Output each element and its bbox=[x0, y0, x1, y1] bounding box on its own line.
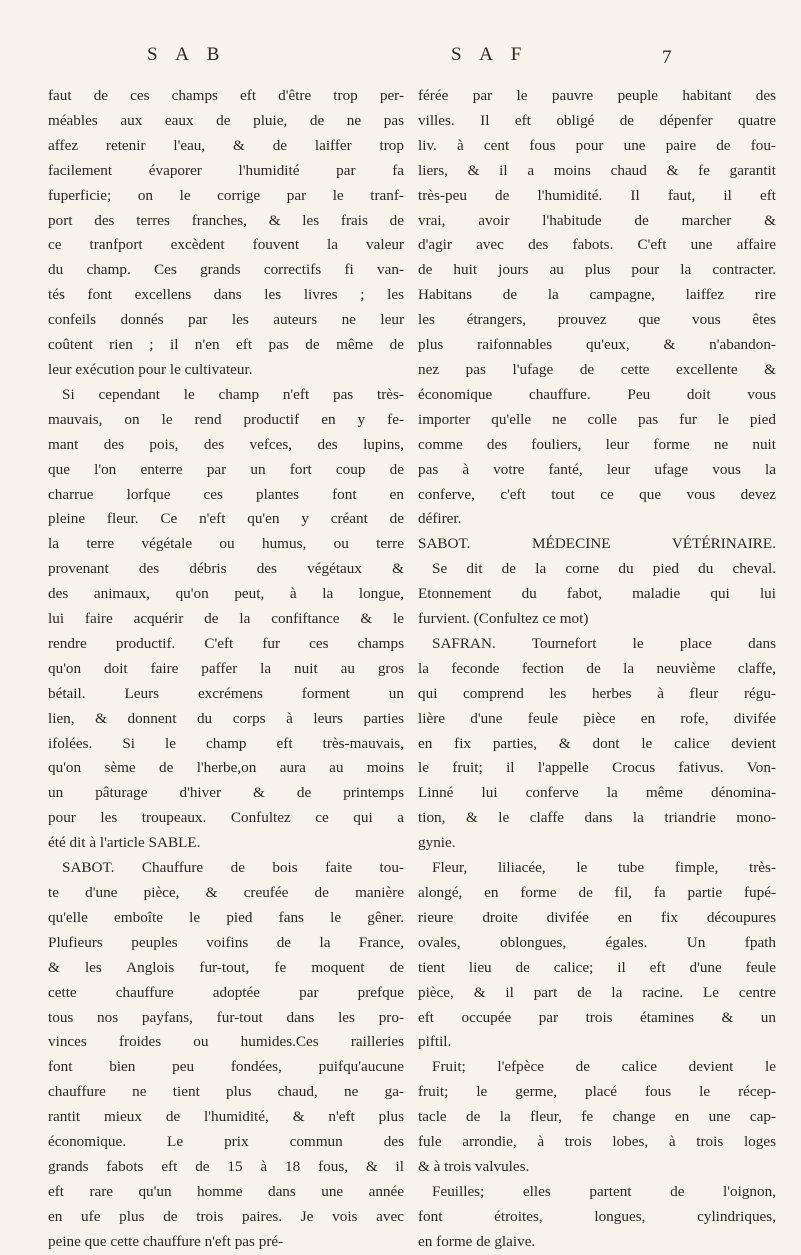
text-line: alongé, en forme de fil, fa partie fupé- bbox=[418, 884, 776, 901]
text-line: importer qu'elle ne colle pas fur le pied bbox=[418, 410, 776, 428]
text-line: en fix parties, & dont le calice devient bbox=[418, 734, 776, 752]
text-line: port des terres franches, & les frais de bbox=[48, 211, 404, 229]
text-line: charrue lorfque ces plantes font en bbox=[48, 485, 404, 503]
text-line: lière d'une feule pièce en rofe, divifée bbox=[418, 709, 776, 727]
text-line: la terre végétale ou humus, ou terre bbox=[48, 535, 404, 553]
text-line: & les Anglois fur-tout, fe moquent de bbox=[48, 958, 404, 976]
text-line: font étroites, longues, cylindriques, bbox=[418, 1207, 776, 1225]
text-line: pièce, & il part de la racine. Le centre bbox=[418, 983, 776, 1001]
text-line: pleine fleur. Ce n'eft qu'en y créant de bbox=[48, 510, 404, 528]
text-line: eft occupée par trois étamines & un bbox=[418, 1008, 776, 1026]
text-line: leur exécution pour le cultivateur. bbox=[48, 360, 253, 378]
text-line: tient lieu de calice; il eft d'une feule bbox=[418, 958, 776, 976]
text-line: bétail. Leurs excrémens forment un bbox=[48, 684, 404, 702]
text-line: eft rare qu'un homme dans une année bbox=[48, 1182, 404, 1200]
text-line: villes. Il eft obligé de dépenfer quatre bbox=[418, 111, 776, 129]
text-line: coûtent rien ; il n'en eft pas de même de bbox=[48, 336, 404, 354]
text-line: Fruit; l'efpèce de calice devient le bbox=[432, 1058, 776, 1076]
text-line: facilement évaporer l'humidité par fa bbox=[48, 161, 404, 179]
text-line: liers, & il a moins chaud & fe garantit bbox=[418, 161, 776, 179]
text-line: Etonnement du fabot, maladie qui lui bbox=[418, 585, 776, 603]
text-line: fuperficie; on le corrige par le tranf- bbox=[48, 186, 404, 204]
text-line: férée par le pauvre peuple habitant des bbox=[418, 87, 776, 104]
text-line: chauffure ne tient plus chaud, ne ga- bbox=[48, 1083, 404, 1101]
text-line: grands fabots eft de 15 à 18 fous, & il bbox=[48, 1157, 404, 1175]
text-line: SABOT. Chauffure de bois faite tou- bbox=[62, 859, 404, 877]
text-line: été dit à l'article SABLE. bbox=[48, 834, 201, 852]
text-line: Feuilles; elles partent de l'oignon, bbox=[432, 1182, 776, 1200]
text-line: d'agir avec des fabots. C'eft une affaire bbox=[418, 236, 776, 254]
text-line: Linné lui conferve la même dénomina- bbox=[418, 784, 776, 802]
text-line: pour les troupeaux. Confultez ce qui a bbox=[48, 809, 404, 827]
page-number: 7 bbox=[662, 47, 672, 68]
text-line: rantit mieux de l'humidité, & n'eft plus bbox=[48, 1108, 404, 1126]
text-line: affez retenir l'eau, & de laiffer trop bbox=[48, 136, 404, 154]
text-line: ifolées. Si le champ eft très-mauvais, bbox=[48, 734, 404, 752]
text-line: tous nos payfans, fur-tout dans les pro- bbox=[48, 1008, 404, 1026]
text-line: provenant des débris des végétaux & bbox=[48, 560, 404, 578]
text-line: lui faire acquérir de la confiftance & le bbox=[48, 610, 404, 628]
text-line: vinces froides ou humides.Ces railleries bbox=[48, 1033, 404, 1051]
left-column bbox=[48, 84, 404, 1255]
text-line: ce tranfport excèdent fouvent la valeur bbox=[48, 236, 404, 254]
text-line: peine que cette chauffure n'eft pas pré- bbox=[48, 1232, 284, 1250]
text-line: du champ. Ces grands correctifs fi van- bbox=[48, 261, 404, 279]
text-line: nez pas l'ufage de cette excellente & bbox=[418, 360, 776, 378]
text-line: fule arrondie, à trois lobes, à trois loges bbox=[418, 1133, 776, 1151]
text-line: méables aux eaux de pluie, de ne pas bbox=[48, 111, 404, 129]
text-line: de huit jours au plus pour la contracter. bbox=[418, 261, 776, 279]
text-line: qu'elle emboîte le pied fans le gêner. bbox=[48, 908, 404, 926]
text-line: qu'on doit faire paffer la nuit au gros bbox=[48, 659, 404, 677]
text-line: liv. à cent fous pour une paire de fou- bbox=[418, 136, 776, 154]
text-line: en ufe plus de trois paires. Je vois avec bbox=[48, 1207, 404, 1225]
text-line: mant des pois, des vefces, des lupins, bbox=[48, 435, 404, 453]
text-line: qui comprend les herbes à fleur régu- bbox=[418, 684, 776, 702]
text-line: cette chauffure adoptée par prefque bbox=[48, 983, 404, 1001]
text-line: comme des fouliers, leur forme ne nuit bbox=[418, 435, 776, 453]
text-line: plus raifonnables qu'eux, & n'abandon- bbox=[418, 336, 776, 354]
text-line: faut de ces champs eft d'être trop per- bbox=[48, 87, 404, 104]
text-line: les étrangers, prouvez que vous êtes bbox=[418, 311, 776, 329]
text-line: tion, & le claffe dans la triandrie mono- bbox=[418, 809, 776, 827]
text-line: confeils donnés par les auteurs ne leur bbox=[48, 311, 404, 329]
text-line: Se dit de la corne du pied du cheval. bbox=[432, 560, 776, 578]
text-line: tés font excellens dans les livres ; les bbox=[48, 286, 404, 304]
text-line: pas à votre fanté, leur ufage vous la bbox=[418, 460, 776, 478]
text-line: conferve, c'eft tout ce que vous devez bbox=[418, 485, 776, 503]
right-running-head: S A F bbox=[451, 44, 529, 65]
text-line: vrai, avoir l'habitude de marcher & bbox=[418, 211, 776, 229]
text-line: Plufieurs peuples voifins de la France, bbox=[48, 933, 404, 951]
text-line: le fruit; il l'appelle Crocus fativus. Von- bbox=[418, 759, 776, 777]
text-line: tacle de la fleur, fe change en une cap- bbox=[418, 1108, 776, 1126]
text-line: la feconde fection de la neuvième claffe, bbox=[418, 659, 776, 677]
text-line: ovales, oblongues, égales. Un fpath bbox=[418, 933, 776, 951]
left-running-head: S A B bbox=[147, 44, 227, 65]
text-line: rendre productif. C'eft fur ces champs bbox=[48, 634, 404, 652]
text-line: mauvais, on le rend productif en y fe- bbox=[48, 410, 404, 428]
text-line: Si cependant le champ n'eft pas très- bbox=[62, 385, 404, 403]
text-line: défirer. bbox=[418, 510, 462, 528]
running-header bbox=[0, 44, 801, 74]
text-line: Fleur, liliacée, le tube fimple, très- bbox=[432, 859, 776, 877]
text-line: & à trois valvules. bbox=[418, 1157, 530, 1175]
text-line: Habitans de la campagne, laiffez rire bbox=[418, 286, 776, 304]
text-line: SAFRAN. Tournefort le place dans bbox=[432, 634, 776, 652]
text-line: lien, & donnent du corps à leurs parties bbox=[48, 709, 404, 727]
text-line: furvient. (Confultez ce mot) bbox=[418, 610, 589, 628]
text-line: très-peu de l'humidité. Il faut, il eft bbox=[418, 186, 776, 204]
text-line: que l'on enterre par un fort coup de bbox=[48, 460, 404, 478]
text-line: te d'une pièce, & creufée de manière bbox=[48, 884, 404, 901]
text-line: font bien peu fondées, puifqu'aucune bbox=[48, 1058, 404, 1076]
text-line: qu'on sème de l'herbe,on aura au moins bbox=[48, 759, 404, 777]
text-line: des animaux, qu'on peut, à la longue, bbox=[48, 585, 404, 603]
text-line: SABOT. MÉDECINE VÉTÉRINAIRE. bbox=[418, 535, 776, 553]
text-line: un pâturage d'hiver & de printemps bbox=[48, 784, 404, 802]
text-line: économique. Le prix commun des bbox=[48, 1133, 404, 1151]
text-line: en forme de glaive. bbox=[418, 1232, 536, 1250]
text-line: rieure droite divifée en fix découpures bbox=[418, 908, 776, 926]
text-line: fruit; le germe, placé fous le récep- bbox=[418, 1083, 776, 1101]
right-column bbox=[418, 84, 776, 1255]
text-line: gynie. bbox=[418, 834, 456, 852]
text-line: piftil. bbox=[418, 1033, 452, 1051]
text-line: économique chauffure. Peu doit vous bbox=[418, 385, 776, 403]
